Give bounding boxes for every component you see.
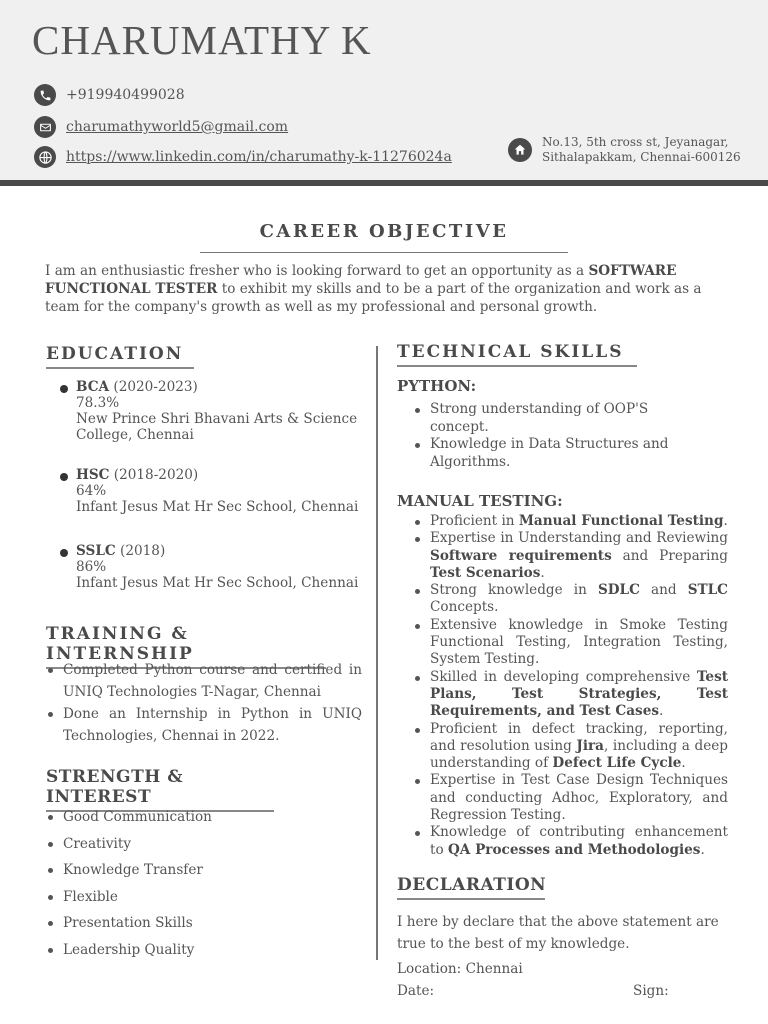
list-item: Strong understanding of OOP'S concept. [413,401,673,436]
list-item: Knowledge in Data Structures and Algorithms. [413,436,673,471]
address-block [508,135,741,165]
training-list [46,659,362,747]
career-objective-text: I am an enthusiastic fresher who is looking forward to get an opportunity as a SOFTWARE FUNCTIONAL TESTER to exhibit my skills and to be a part of the organization and work as a team for the company's growth as well as my professional and personal growth. [45,263,702,315]
manual-testing-list [413,513,728,859]
list-item: Done an Internship in Python in UNIQ Technologies, Chennai in 2022. [46,703,362,747]
list-item: Extensive knowledge in Smoke Testing Functional Testing, Integration Testing, System Testing. [413,617,728,669]
location-text: Location: Chennai [397,961,523,977]
list-item: Leadership Quality [46,941,212,968]
linkedin-row [34,146,452,168]
education-title: EDUCATION [46,344,194,369]
manual-testing-heading: MANUAL TESTING: [397,492,563,510]
bullet-icon [60,473,68,481]
list-item: Good Communication [46,808,212,835]
phone-number: +919940499028 [66,87,185,103]
column-divider [376,346,378,960]
date-label: Date: [397,983,435,999]
list-item: Completed Python course and certified in UNIQ Technologies T-Nagar, Chennai [46,659,362,703]
list-item: Proficient in defect tracking, reporting, and resolution using Jira, including a deep understanding of Defect Life Cycle. [413,721,728,773]
strength-title: STRENGTH & INTEREST [46,767,274,812]
list-item: Strong knowledge in SDLC and STLC Concepts. [413,582,728,617]
list-item: Knowledge of contributing enhancement to QA Processes and Methodologies. [413,824,728,859]
career-objective-rule [200,252,568,253]
strength-list [46,808,212,968]
list-item: Knowledge Transfer [46,861,212,888]
education-item: HSC (2018-2020) 64% Infant Jesus Mat Hr Sec School, Chennai [60,467,360,515]
education-item: BCA (2020-2023) 78.3% New Prince Shri Bhavani Arts & Science College, Chennai [60,379,360,443]
email-row [34,116,288,138]
header-divider [0,180,768,186]
declaration-text: I here by declare that the above statement are true to the best of my knowledge. [397,914,719,952]
bullet-icon [60,385,68,393]
address-line-1: No.13, 5th cross st, Jeyanagar, [542,135,729,149]
declaration-title: DECLARATION [397,875,545,900]
phone-row [34,84,185,106]
list-item: Presentation Skills [46,914,212,941]
address-line-2: Sithalapakkam, Chennai-600126 [542,150,741,164]
python-heading: PYTHON: [397,377,477,395]
list-item: Proficient in Manual Functional Testing. [413,513,728,530]
linkedin-link[interactable]: https://www.linkedin.com/in/charumathy-k-11276024a [66,149,452,165]
list-item: Creativity [46,835,212,862]
technical-skills-title: TECHNICAL SKILLS [397,342,637,367]
home-icon [508,138,532,162]
list-item: Skilled in developing comprehensive Test Plans, Test Strategies, Test Requirements, and Test Cases. [413,669,728,721]
python-list [413,401,673,471]
globe-icon [34,146,56,168]
education-item: SSLC (2018) 86% Infant Jesus Mat Hr Sec School, Chennai [60,543,360,591]
list-item: Expertise in Understanding and Reviewing Software requirements and Preparing Test Scenarios. [413,530,728,582]
list-item: Expertise in Test Case Design Techniques and conducting Adhoc, Exploratory, and Regression Testing. [413,772,728,824]
bullet-icon [60,549,68,557]
candidate-name: CHARUMATHY K [32,17,372,63]
mail-icon [34,116,56,138]
list-item: Flexible [46,888,212,915]
career-highlight: SOFTWARE FUNCTIONAL TESTER [45,263,677,297]
phone-icon [34,84,56,106]
training-title: TRAINING & INTERNSHIP [46,624,326,669]
sign-label: Sign: [633,983,669,999]
email-link[interactable]: charumathyworld5@gmail.com [66,119,289,135]
career-objective-title: CAREER OBJECTIVE [259,221,509,242]
